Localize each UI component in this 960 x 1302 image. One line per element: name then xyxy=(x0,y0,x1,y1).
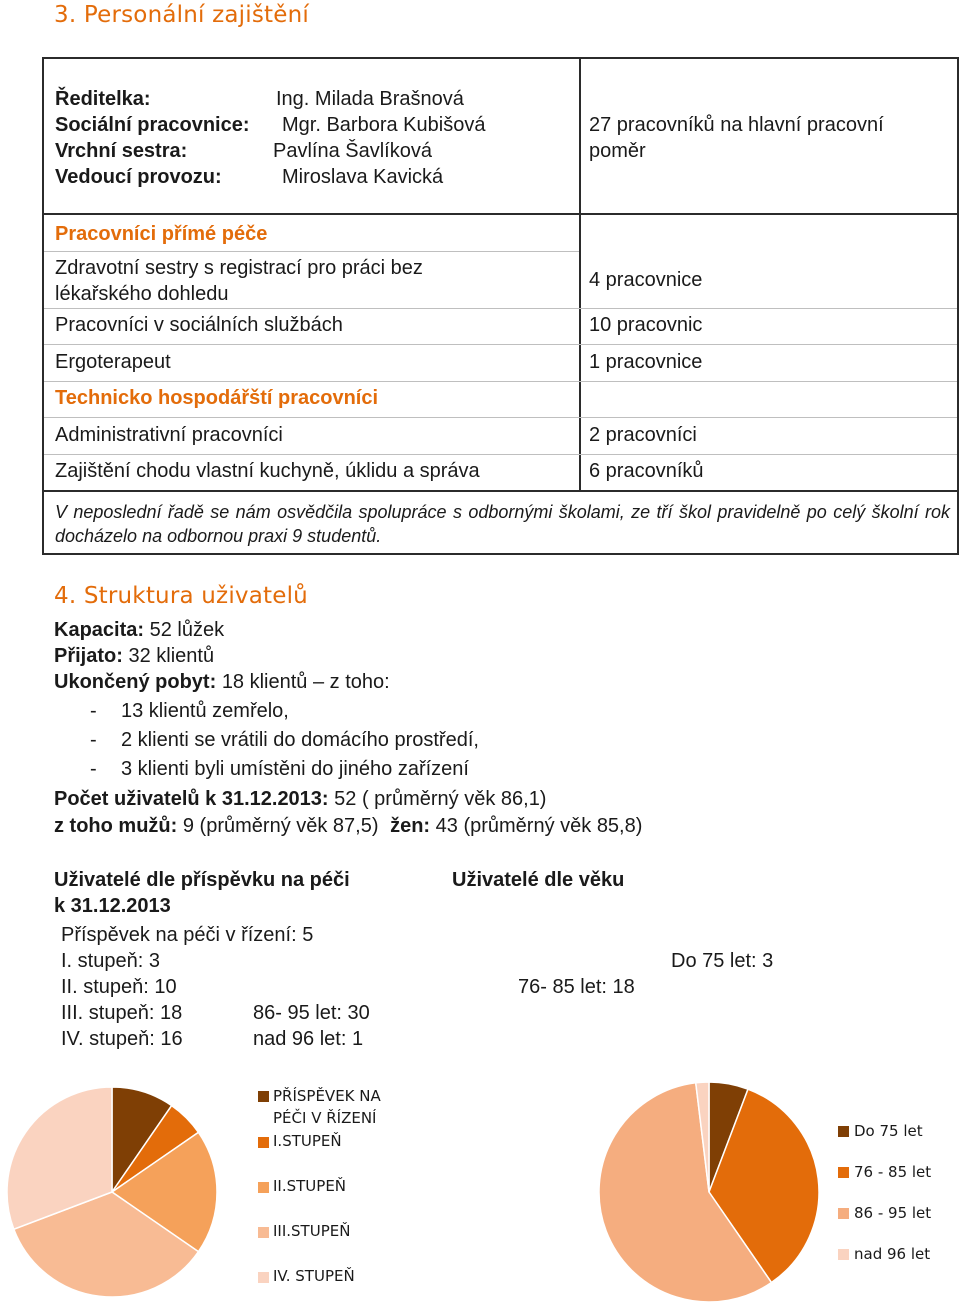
list-item: 13 klientů zemřelo, xyxy=(121,700,289,722)
staff-count: 4 pracovnice xyxy=(589,269,703,291)
legend-swatch xyxy=(258,1091,269,1102)
staff-table xyxy=(42,57,959,555)
name-social-worker: Mgr. Barbora Kubišová xyxy=(282,114,486,136)
role-operations: Vedoucí provozu: xyxy=(55,166,222,188)
legend-swatch xyxy=(258,1182,269,1193)
legend-swatch xyxy=(838,1167,849,1178)
staff-count: 2 pracovníci xyxy=(589,424,697,446)
list-dash: - xyxy=(90,758,97,780)
contrib-line: IV. stupeň: 16 xyxy=(61,1028,183,1050)
section-3-title: 3. Personální zajištění xyxy=(54,2,309,28)
staff-label: Ergoterapeut xyxy=(55,351,171,373)
age-pie-chart xyxy=(596,1080,822,1302)
capacity-line: Kapacita: 52 lůžek xyxy=(54,619,225,641)
contrib-heading-date: k 31.12.2013 xyxy=(54,895,171,917)
list-item: 3 klienti byli umístěni do jiného zařízení xyxy=(121,758,469,780)
legend-swatch xyxy=(258,1272,269,1283)
name-head-nurse: Pavlína Šavlíková xyxy=(273,140,432,162)
contrib-line: III. stupeň: 18 xyxy=(61,1002,183,1024)
legend-label: III.STUPEŇ xyxy=(273,1222,351,1240)
contrib-legend xyxy=(255,1085,415,1295)
contrib-line: Příspěvek na péči v řízení: 5 xyxy=(61,924,314,946)
list-dash: - xyxy=(90,729,97,751)
name-operations: Miroslava Kavická xyxy=(282,166,444,188)
table-divider xyxy=(44,490,957,492)
section-4-title: 4. Struktura uživatelů xyxy=(54,583,308,609)
users-count-line: Počet uživatelů k 31.12.2013: 52 ( průměrný věk 86,1) xyxy=(54,788,547,810)
total-staff: 27 pracovníků na hlavní pracovní poměr xyxy=(589,114,884,162)
staff-label: Zdravotní sestry s registrací pro práci bez lékařského dohledu xyxy=(55,257,423,305)
role-social-worker: Sociální pracovnice: xyxy=(55,114,250,136)
staff-label: Zajištění chodu vlastní kuchyně, úklidu a správa xyxy=(55,460,480,482)
legend-swatch xyxy=(838,1126,849,1137)
contrib-pie-chart xyxy=(0,1072,230,1302)
internship-note: V neposlední řadě se nám osvědčila spolupráce s odbornými školami, ze tří škol pravidelně po celý školní rok docházelo na odbornou praxi 9 studentů. xyxy=(55,502,950,546)
accepted-line: Přijato: 32 klientů xyxy=(54,645,215,667)
legend-label: PŘÍSPĚVEK NA PÉČI V ŘÍZENÍ xyxy=(273,1087,381,1127)
legend-label: Do 75 let xyxy=(854,1122,923,1140)
staff-count: 10 pracovnic xyxy=(589,314,703,336)
list-item: 2 klienti se vrátili do domácího prostředí, xyxy=(121,729,479,751)
legend-label: II.STUPEŇ xyxy=(273,1177,347,1195)
contrib-heading: Uživatelé dle příspěvku na péči xyxy=(54,869,350,891)
legend-label: 76 - 85 let xyxy=(854,1163,932,1181)
age-line: Do 75 let: 3 xyxy=(671,950,774,972)
direct-care-heading: Pracovníci přímé péče xyxy=(55,223,268,245)
staff-label: Pracovníci v sociálních službách xyxy=(55,314,343,336)
legend-label: 86 - 95 let xyxy=(854,1204,932,1222)
staff-count: 6 pracovníků xyxy=(589,460,704,482)
ended-line: Ukončený pobyt: 18 klientů – z toho: xyxy=(54,671,390,693)
contrib-line: I. stupeň: 3 xyxy=(61,950,160,972)
role-director: Ředitelka: xyxy=(55,88,151,110)
legend-label: nad 96 let xyxy=(854,1245,931,1263)
legend-swatch xyxy=(838,1249,849,1260)
age-line: nad 96 let: 1 xyxy=(253,1028,364,1050)
staff-label: Administrativní pracovníci xyxy=(55,424,283,446)
legend-swatch xyxy=(258,1227,269,1238)
age-heading: Uživatelé dle věku xyxy=(452,869,625,891)
technical-heading: Technicko hospodářští pracovníci xyxy=(55,387,379,409)
table-divider xyxy=(44,213,957,215)
legend-swatch xyxy=(838,1208,849,1219)
age-line: 76- 85 let: 18 xyxy=(518,976,635,998)
list-dash: - xyxy=(90,700,97,722)
gender-line: z toho mužů: 9 (průměrný věk 87,5) žen: 43 (průměrný věk 85,8) xyxy=(54,815,643,837)
age-legend xyxy=(838,1120,958,1270)
age-line: 86- 95 let: 30 xyxy=(253,1002,370,1024)
contrib-line: II. stupeň: 10 xyxy=(61,976,177,998)
role-head-nurse: Vrchní sestra: xyxy=(55,140,188,162)
legend-swatch xyxy=(258,1137,269,1148)
staff-count: 1 pracovnice xyxy=(589,351,703,373)
legend-label: I.STUPEŇ xyxy=(273,1132,342,1150)
name-director: Ing. Milada Brašnová xyxy=(276,88,464,110)
legend-label: IV. STUPEŇ xyxy=(273,1267,355,1285)
